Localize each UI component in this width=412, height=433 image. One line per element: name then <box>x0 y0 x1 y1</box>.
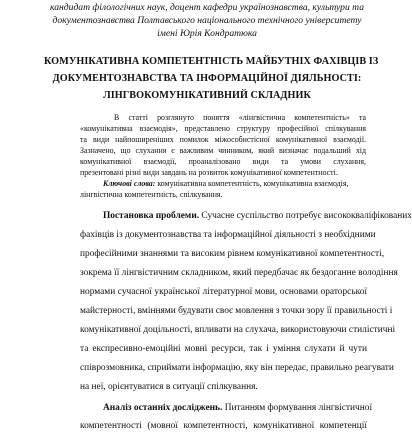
keywords-line-2: лінгвістична компетентність, спілкування. <box>80 190 223 199</box>
author-affiliation-line-2: документознавства Полтавського національного технічного університету <box>52 15 362 26</box>
problem-line-3: професійними знаннями та високим рівнем комунікативної компетентності, <box>80 249 385 259</box>
author-affiliation-line-1: кандидат філологічних наук, доцент кафедри українознавства, культури та <box>49 2 364 13</box>
problem-line-2: фахівців із документознавства та інформаційної діяльності з необхідними <box>80 230 376 240</box>
problem-line-1 <box>103 210 412 223</box>
keywords-line-1 <box>103 179 366 190</box>
problem-line-4: зокрема її лінгвістичним складником, який передбачає як бездоганне володіння <box>80 268 398 278</box>
abstract-line-1: В статті розглянуто поняття «лінгвістична компетентність» та <box>114 113 366 122</box>
problem-line-8: та експресивно-емоційні мовні ресурси, так і уміння слухати й чути <box>80 344 367 354</box>
keywords-label: Ключові слова: <box>103 179 156 188</box>
problem-line-10: на неї, орієнтуватися в ситуації спілкування. <box>80 382 258 392</box>
problem-line-9: співрозмовника, сприймати інформацію, яку він передає, правильно реагувати <box>80 363 394 373</box>
analysis-heading: Аналіз останніх досліджень. <box>103 403 223 413</box>
problem-line-5: нормами сучасної української літературної мови, основами ораторської <box>80 287 367 297</box>
problem-line-6: майстерності, вміннями будувати своє мовлення з точки зору її правильності і <box>80 306 393 316</box>
analysis-line-2: компетентності (мовної компетентності, комунікативної компетенції <box>80 421 367 431</box>
keywords-text: комунікативна компетентність, комунікативна взаємодія, <box>155 179 349 188</box>
abstract-line-4: Зазначено, що слухання є важливим чинником, який визначає подальший хід <box>80 146 366 155</box>
problem-heading: Постановка проблеми. <box>103 211 200 221</box>
abstract-line-2: «комунікативна взаємодія», представлено структуру професійної спілкування <box>80 124 366 133</box>
abstract-line-6: презентовані різні види завдань на розвиток комунікативної компетентності. <box>80 168 338 177</box>
author-affiliation-line-3: імені Юрія Кондратюка <box>157 28 257 39</box>
article-title-line-2: ДОКУМЕНТОЗНАВСТВА ТА ІНФОРМАЦІЙНОЇ ДІЯЛЬНОСТІ: <box>52 73 362 84</box>
analysis-line-1 <box>103 402 373 415</box>
article-title-line-1: КОМУНІКАТИВНА КОМПЕТЕНТНІСТЬ МАЙБУТНІХ ФАХІВЦІВ ІЗ <box>44 56 379 67</box>
analysis-line-1-text: Питанням формування лінгвістичної <box>222 403 373 413</box>
abstract-line-3: та види найпоширеніших помилок міжособистісної комунікативної взаємодії. <box>80 135 366 144</box>
problem-line-1-text: Сучасне суспільство потребує висококваліфікованих <box>199 211 412 221</box>
article-title-line-3: ЛІНГВОКОМУНІКАТИВНИЙ СКЛАДНИК <box>103 90 311 101</box>
abstract-line-5: комунікативної взаємодії, проаналізовано види та умови слухання, <box>80 157 366 166</box>
problem-line-7: комунікативної доцільності, впливати на слухача, використовуючи стилістичні <box>80 325 396 335</box>
